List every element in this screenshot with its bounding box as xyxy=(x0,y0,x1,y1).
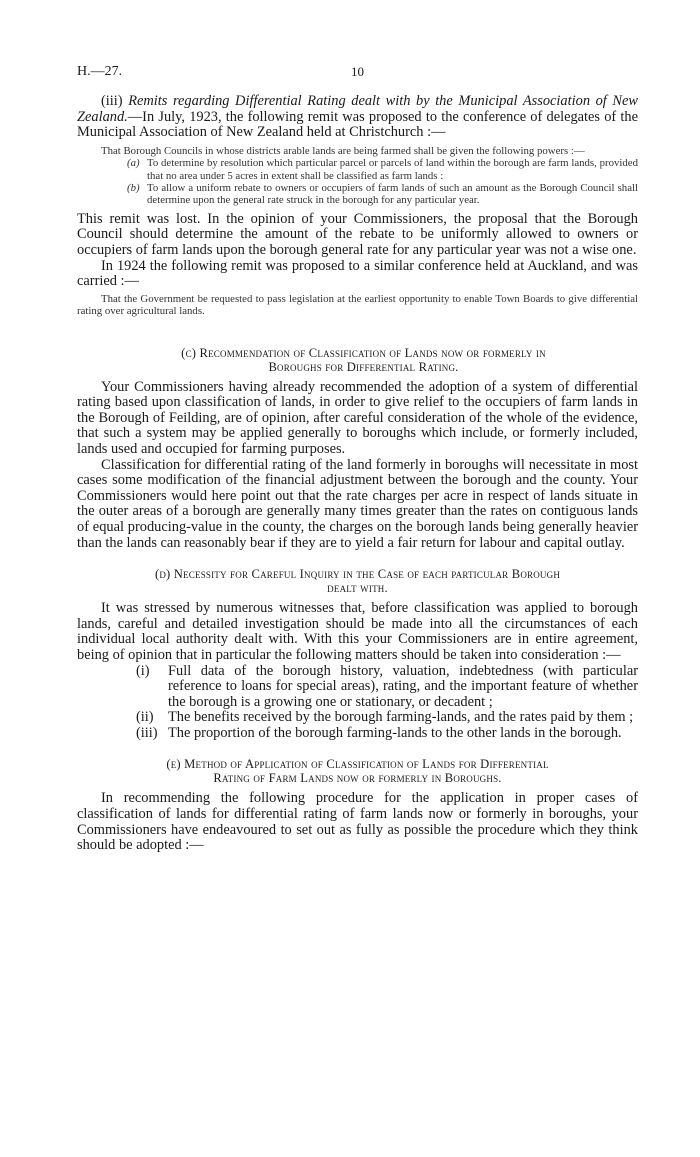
remit-1923-item-text: To determine by resolution which particular parcel or parcels of land within the borough are farm lands, provided that no area under 5 acres in extent shall be classified as farm lands : xyxy=(147,157,638,182)
section-d-item-text: The benefits received by the borough farming-lands, and the rates paid by them ; xyxy=(168,709,634,726)
section-d-heading-line1: (d) Necessity for Careful Inquiry in the Case of each particular Borough xyxy=(154,567,561,582)
remit-1923-item-label: (a) xyxy=(127,157,140,170)
section-d-item-text: Full data of the borough history, valuation, indebtedness (with particular reference to loans for special areas), rating, and the important feature of whether the borough is a growing one or stationary, or decadent ; xyxy=(168,662,638,710)
section-c-paragraph-2: Classification for differential rating of the land formerly in boroughs will necessitate in most cases some modification of the financial adjustment between the borough and the county. Your Commissioners would here point out that the rate charges per acre in respect of lands situate in the outer areas of a borough are generally many times greater than the rates on contiguous lands of equal producing-value in the county, the charges on the borough lands being generally heavier than the lands can reasonably bear if they are to yield a fair return for labour and capital outlay. xyxy=(77,456,638,551)
section-e-heading-line1: (e) Method of Application of Classification of Lands for Differential xyxy=(166,757,549,772)
document-reference: H.—27. xyxy=(77,64,123,79)
paragraph-1924: In 1924 the following remit was proposed to a similar conference held at Auckland, and was carried :— xyxy=(77,257,638,290)
remit-1923-item-label: (b) xyxy=(127,182,140,194)
remit-1924: That the Government be requested to pass legislation at the earliest opportunity to enable Town Boards to give differential rating over agricultural lands. xyxy=(77,292,638,318)
remit-1923-intro: That Borough Councils in whose districts arable lands are being farmed shall be given the following powers :— xyxy=(101,144,585,157)
section-d-item-label: (i) xyxy=(136,662,150,679)
section-iii-paragraph xyxy=(77,94,638,141)
section-e-heading-line2: Rating of Farm Lands now or formerly in Boroughs. xyxy=(213,771,502,786)
remit-1923-item-text: To allow a uniform rebate to owners or occupiers of farm lands of such an amount as the Borough Council shall determine upon the general rate struck in the borough for any particular year. xyxy=(147,182,638,207)
section-iii-label: (iii) xyxy=(101,93,123,109)
section-d-list-item xyxy=(77,664,638,711)
remit-1923-item xyxy=(77,157,638,182)
section-d-heading-line2: dealt with. xyxy=(327,581,388,596)
page-number: 10 xyxy=(351,64,364,79)
section-d-item-label: (ii) xyxy=(136,709,154,726)
section-d-list-item xyxy=(77,710,638,726)
section-e-paragraph: In recommending the following procedure for the application in proper cases of classification of lands for differential rating of farm lands now or formerly in boroughs, your Commissioners have endeavoured to set out as fully as possible the procedure which they think should be adopted :— xyxy=(77,790,638,854)
section-d-list-item xyxy=(77,726,638,742)
section-c-heading-line2: Boroughs for Differential Rating. xyxy=(268,359,459,374)
section-c-heading xyxy=(77,346,638,374)
remit-1923-item xyxy=(77,182,638,207)
section-d-item-text: The proportion of the borough farming-lands to the other lands in the borough. xyxy=(168,724,622,741)
paragraph-remit-lost: This remit was lost. In the opinion of your Commissioners, the proposal that the Borough Council should determine the amount of the rebate to be uniformly allowed to owners or occupiers of farm lands upon the borough general rate for any particular year was not a wise one. xyxy=(77,210,638,258)
section-iii-text: —In July, 1923, the following remit was proposed to the conference of delegates of the Municipal Association of New Zealand held at Christchurch :— xyxy=(77,108,638,141)
section-c-paragraph-1: Your Commissioners having already recommended the adoption of a system of differential rating based upon classification of lands, in order to give relief to the occupiers of farm lands in the Borough of Feilding, are of opinion, after careful consideration of the whole of the evidence, that such a system may be applied generally to boroughs which include, or formerly included, lands used and occupied for farming purposes. xyxy=(77,378,638,457)
page-header xyxy=(77,64,638,86)
section-d-heading xyxy=(77,567,638,595)
section-d-item-label: (iii) xyxy=(136,724,158,741)
section-iii-title: Remits regarding Differential Rating dealt with by the Municipal Association of New Zealand. xyxy=(77,93,638,125)
section-c-heading-line1: (c) Recommendation of Classification of Lands now or formerly in xyxy=(181,345,546,360)
section-d-paragraph: It was stressed by numerous witnesses that, before classification was applied to borough lands, careful and detailed investigation should be made into all the circumstances of each individual local authority dealt with. With this your Commissioners are in entire agreement, being of opinion that in particular the following matters should be taken into consideration :— xyxy=(77,600,638,663)
section-e-heading xyxy=(77,757,638,785)
